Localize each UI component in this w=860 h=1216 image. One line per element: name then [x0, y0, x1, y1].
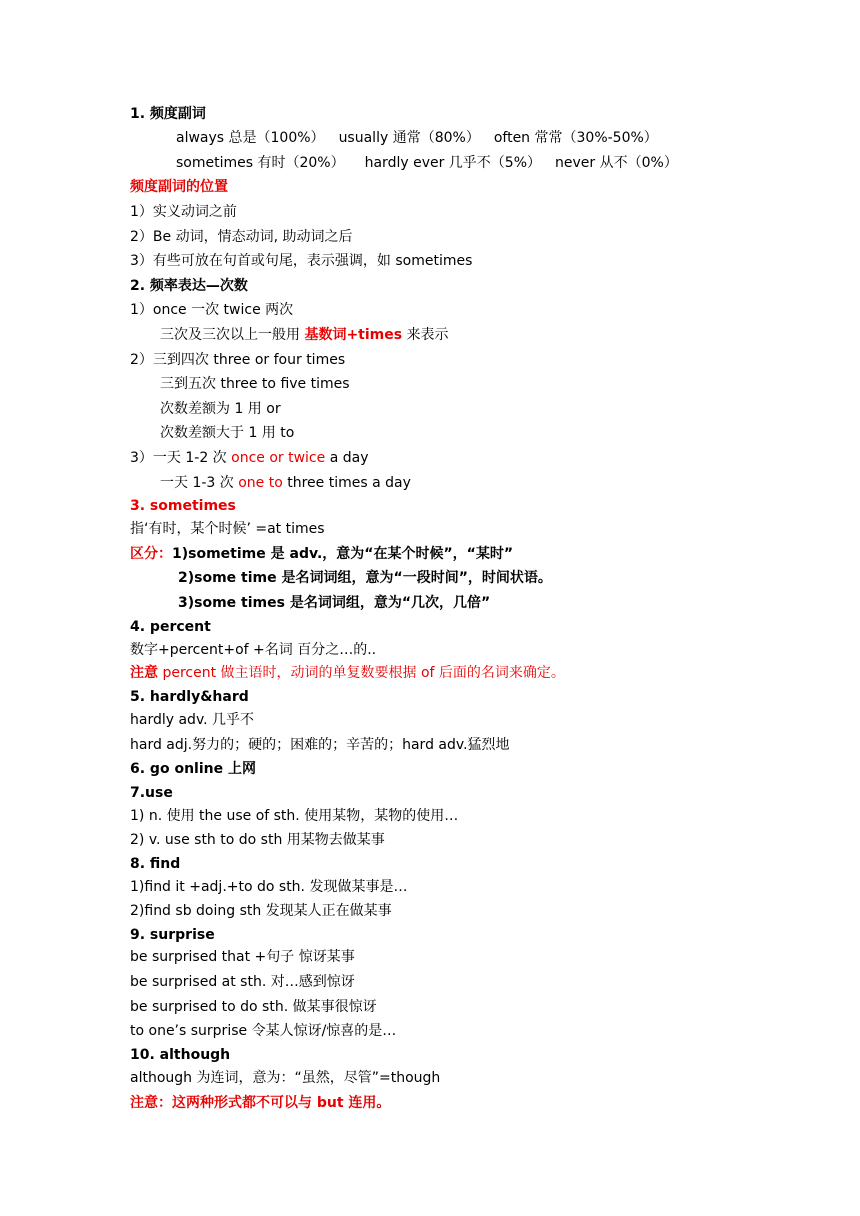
- heading-although: 10. although: [130, 1047, 231, 1063]
- text-line: 2) v. use sth to do sth 用某物去做某事: [130, 832, 385, 848]
- text-line: [176, 154, 678, 172]
- text-line: [130, 545, 513, 563]
- text-span: usually 通常（80%）: [338, 130, 480, 146]
- text-line: 2)some time 是名词词组，意为“一段时间”，时间状语。: [178, 570, 552, 586]
- highlight-span: one to: [238, 475, 283, 491]
- text-line: [160, 474, 411, 492]
- text-span: 3）一天 1-2 次: [130, 450, 232, 466]
- text-line: [130, 449, 368, 467]
- text-line: 2)find sb doing sth 发现某人正在做某事: [130, 903, 392, 919]
- heading-sometimes: 3. sometimes: [130, 498, 236, 514]
- text-line: hardly adv. 几乎不: [130, 712, 255, 728]
- text-span: percent 做主语时，动词的单复数要根据 of 后面的名词来确定。: [158, 665, 565, 681]
- heading-go-online: 6. go online 上网: [130, 761, 256, 777]
- heading-use: 7.use: [130, 785, 173, 801]
- highlight-span: 基数词+times: [304, 327, 403, 343]
- note-line: [130, 664, 565, 682]
- text-line: 1）实义动词之前: [130, 204, 237, 220]
- text-line: 3)some times 是名词词组，意为“几次，几倍”: [178, 595, 491, 611]
- text-line: be surprised at sth. 对…感到惊讶: [130, 974, 355, 990]
- text-span: often 常常（30%-50%）: [493, 130, 658, 146]
- text-line: 数字+percent+of +名词 百分之…的..: [130, 642, 377, 658]
- text-span: always 总是（100%）: [176, 130, 325, 146]
- text-span: never 从不（0%）: [555, 155, 678, 171]
- heading-frequency-adverbs: 1. 频度副词: [130, 106, 206, 122]
- heading-find: 8. find: [130, 856, 181, 872]
- note-line: 注意：这两种形式都不可以与 but 连用。: [130, 1095, 391, 1111]
- text-line: 指‘有时，某个时候’ =at times: [130, 521, 325, 537]
- heading-frequency-times: 2. 频率表达—次数: [130, 278, 248, 294]
- text-line: 1) n. 使用 the use of sth. 使用某物，某物的使用…: [130, 808, 459, 824]
- text-line: 3）有些可放在句首或句尾，表示强调，如 sometimes: [130, 253, 473, 269]
- highlight-span: 区分：: [130, 546, 172, 562]
- text-line: 三到五次 three to five times: [160, 376, 350, 392]
- text-span: a day: [325, 450, 369, 466]
- text-line: [176, 129, 658, 147]
- text-span: 来表示: [402, 327, 449, 343]
- text-line: 2）三到四次 three or four times: [130, 352, 346, 368]
- heading-adverb-position: 频度副词的位置: [130, 179, 228, 195]
- text-line: to one’s surprise 令某人惊讶/惊喜的是…: [130, 1023, 397, 1039]
- text-line: 1)find it +adj.+to do sth. 发现做某事是…: [130, 879, 408, 895]
- text-line: 次数差额大于 1 用 to: [160, 425, 295, 441]
- heading-percent: 4. percent: [130, 619, 211, 635]
- text-line: 2）Be 动词，情态动词, 助动词之后: [130, 229, 353, 245]
- text-span: 1)sometime 是 adv.，意为“在某个时候”，“某时”: [172, 546, 514, 562]
- text-line: be surprised that +句子 惊讶某事: [130, 949, 355, 965]
- text-line: hard adj.努力的；硬的；困难的；辛苦的；hard adv.猛烈地: [130, 737, 510, 753]
- text-line: be surprised to do sth. 做某事很惊讶: [130, 999, 377, 1015]
- text-span: hardly ever 几乎不（5%）: [364, 155, 542, 171]
- text-span: 一天 1-3 次: [160, 475, 239, 491]
- text-span: 三次及三次以上一般用: [160, 327, 305, 343]
- text-span: three times a day: [282, 475, 411, 491]
- heading-hardly-hard: 5. hardly&hard: [130, 689, 249, 705]
- highlight-span: once or twice: [231, 450, 326, 466]
- text-line: [160, 326, 449, 344]
- text-span: sometimes 有时（20%）: [176, 155, 345, 171]
- highlight-span: 注意: [130, 665, 158, 681]
- text-line: 1）once 一次 twice 两次: [130, 302, 294, 318]
- text-line: although 为连词，意为：“虽然，尽管”=though: [130, 1070, 441, 1086]
- heading-surprise: 9. surprise: [130, 927, 215, 943]
- text-line: 次数差额为 1 用 or: [160, 401, 281, 417]
